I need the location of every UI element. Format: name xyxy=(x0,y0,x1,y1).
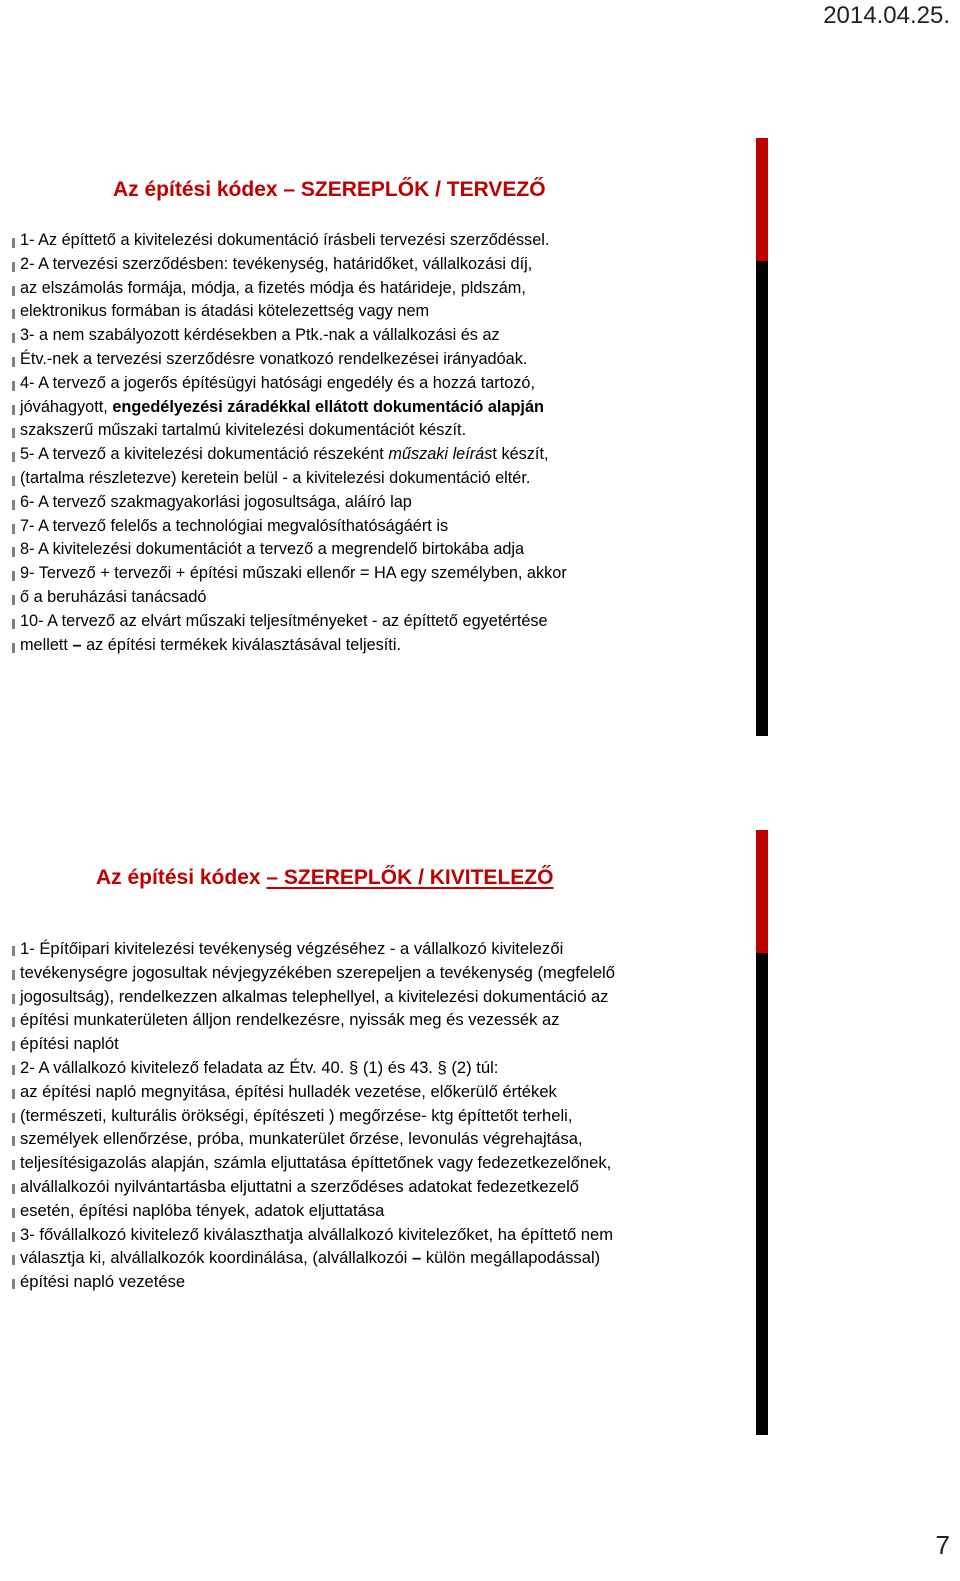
slide1-line-17: 10- A tervező az elvárt műszaki teljesítményeket - az építtető egyetértése xyxy=(10,610,567,634)
slide1-line-4: elektronikus formában is átadási kötelezettség vagy nem xyxy=(10,300,567,324)
slide2-line-6: 2- A vállalkozó kivitelező feladata az Étv. 40. § (1) és 43. § (2) túl: xyxy=(10,1056,615,1080)
slide2-line-14-post: külön megállapodással) xyxy=(421,1248,601,1268)
slide1-line-14: 8- A kivitelezési dokumentációt a tervező a megrendelő birtokába adja xyxy=(10,538,567,562)
slide1-bar-black xyxy=(756,261,768,736)
slide1-line-8-pre: jóváhagyott, xyxy=(20,397,113,416)
slide2-line-9: személyek ellenőrzése, próba, munkaterület őrzése, levonulás végrehajtása, xyxy=(10,1127,615,1151)
slide1-title-dash: – xyxy=(283,178,296,201)
slide1-line-9: szakszerű műszaki tartalmú kivitelezési dokumentációt készít. xyxy=(10,419,567,443)
slide2-line-11: alvállalkozói nyilvántartásba eljuttatni a szerződéses adatokat fedezetkezelő xyxy=(10,1175,615,1199)
slide2-line-12: esetén, építési naplóba tények, adatok eljuttatása xyxy=(10,1199,615,1223)
slide2-line-1: 1- Építőipari kivitelezési tevékenység végzéséhez - a vállalkozó kivitelezői xyxy=(10,937,615,961)
slide1-line-18-post: az építési termékek kiválasztásával teljesíti. xyxy=(81,635,401,654)
slide1-line-18-bold: – xyxy=(72,635,82,654)
date-label: 2014.04.25. xyxy=(823,2,950,29)
slide2-line-14-pre: választja ki, alvállalkozók koordinálása, (alvállalkozói xyxy=(20,1248,412,1268)
slide1-text xyxy=(10,229,567,657)
slide2-line-3: jogosultság), rendelkezzen alkalmas telephellyel, a kivitelezési dokumentáció az xyxy=(10,985,615,1009)
slide1-line-10-italic: műszaki leírás xyxy=(388,445,493,464)
slide2-line-15: építési napló vezetése xyxy=(10,1270,615,1294)
slide1-line-6: Étv.-nek a tervezési szerződésre vonatkozó rendelkezései irányadóak. xyxy=(10,348,567,372)
slide1-line-5: 3- a nem szabályozott kérdésekben a Ptk.-nak a vállalkozási és az xyxy=(10,324,567,348)
slide1-bar-red xyxy=(756,138,768,261)
slide1-line-7: 4- A tervező a jogerős építésügyi hatósági engedély és a hozzá tartozó, xyxy=(10,372,567,396)
slide2-line-5: építési naplót xyxy=(10,1032,615,1056)
slide2-bar-black xyxy=(756,953,768,1435)
slide1-line-1: 1- Az építtető a kivitelezési dokumentáció írásbeli tervezési szerződéssel. xyxy=(10,229,567,253)
slide1-line-10-pre: 5- A tervező a kivitelezési dokumentáció részeként xyxy=(20,445,389,464)
slide1-line-15: 9- Tervező + tervezői + építési műszaki ellenőr = HA egy személyben, akkor xyxy=(10,562,567,586)
slide2-title-part1: Az építési kódex xyxy=(96,866,267,889)
slide1-line-18-pre: mellett xyxy=(20,635,73,654)
slide2-bar-red xyxy=(756,830,768,953)
slide2-line-2: tevékenységre jogosultak névjegyzékében szerepeljen a tevékenység (megfelelő xyxy=(10,961,615,985)
slide1-line-12: 6- A tervező szakmagyakorlási jogosultsága, aláíró lap xyxy=(10,491,567,515)
slide1-title-part1: Az építési kódex xyxy=(113,178,284,201)
slide2-text xyxy=(10,937,615,1294)
slide2-title-dash: – xyxy=(266,866,279,889)
slide2-line-14 xyxy=(10,1246,615,1270)
slide2-line-4: építési munkaterületen álljon rendelkezésre, nyissák meg és vezessék az xyxy=(10,1008,615,1032)
slide2-title xyxy=(96,866,553,890)
slide2-line-13: 3- fővállalkozó kivitelező kiválaszthatja alvállalkozó kivitelezőket, ha építtető nem xyxy=(10,1223,615,1247)
slide2-line-14-bold: – xyxy=(411,1248,422,1268)
slide1-line-13: 7- A tervező felelős a technológiai megvalósíthatóságáért is xyxy=(10,515,567,539)
slide1-line-10-post: t készít, xyxy=(492,445,549,464)
slide1-line-16: ő a beruházási tanácsadó xyxy=(10,586,567,610)
page-number: 7 xyxy=(935,1530,950,1560)
slide1-line-18 xyxy=(10,634,567,658)
slide1-line-11: (tartalma részletezve) keretein belül - a kivitelezési dokumentáció eltér. xyxy=(10,467,567,491)
slide1-title-part2: SZEREPLŐK / TERVEZŐ xyxy=(295,178,546,201)
slide1-title xyxy=(113,178,546,202)
slide1-line-3: az elszámolás formája, módja, a fizetés módja és határideje, pldszám, xyxy=(10,277,567,301)
slide2-line-7: az építési napló megnyitása, építési hulladék vezetése, előkerülő értékek xyxy=(10,1080,615,1104)
slide2-line-10: teljesítésigazolás alapján, számla eljuttatása építtetőnek vagy fedezetkezelőnek, xyxy=(10,1151,615,1175)
slide1-line-2: 2- A tervezési szerződésben: tevékenység, határidőket, vállalkozási díj, xyxy=(10,253,567,277)
slide1-line-8 xyxy=(10,396,567,420)
slide1-line-8-bold: engedélyezési záradékkal ellátott dokumentáció alapján xyxy=(112,397,544,416)
slide1-line-10 xyxy=(10,443,567,467)
slide2-line-8: (természeti, kulturális örökségi, építészeti ) megőrzése- ktg építtetőt terheli, xyxy=(10,1104,615,1128)
slide2-title-part2: SZEREPLŐK / KIVITELEZŐ xyxy=(278,866,554,889)
